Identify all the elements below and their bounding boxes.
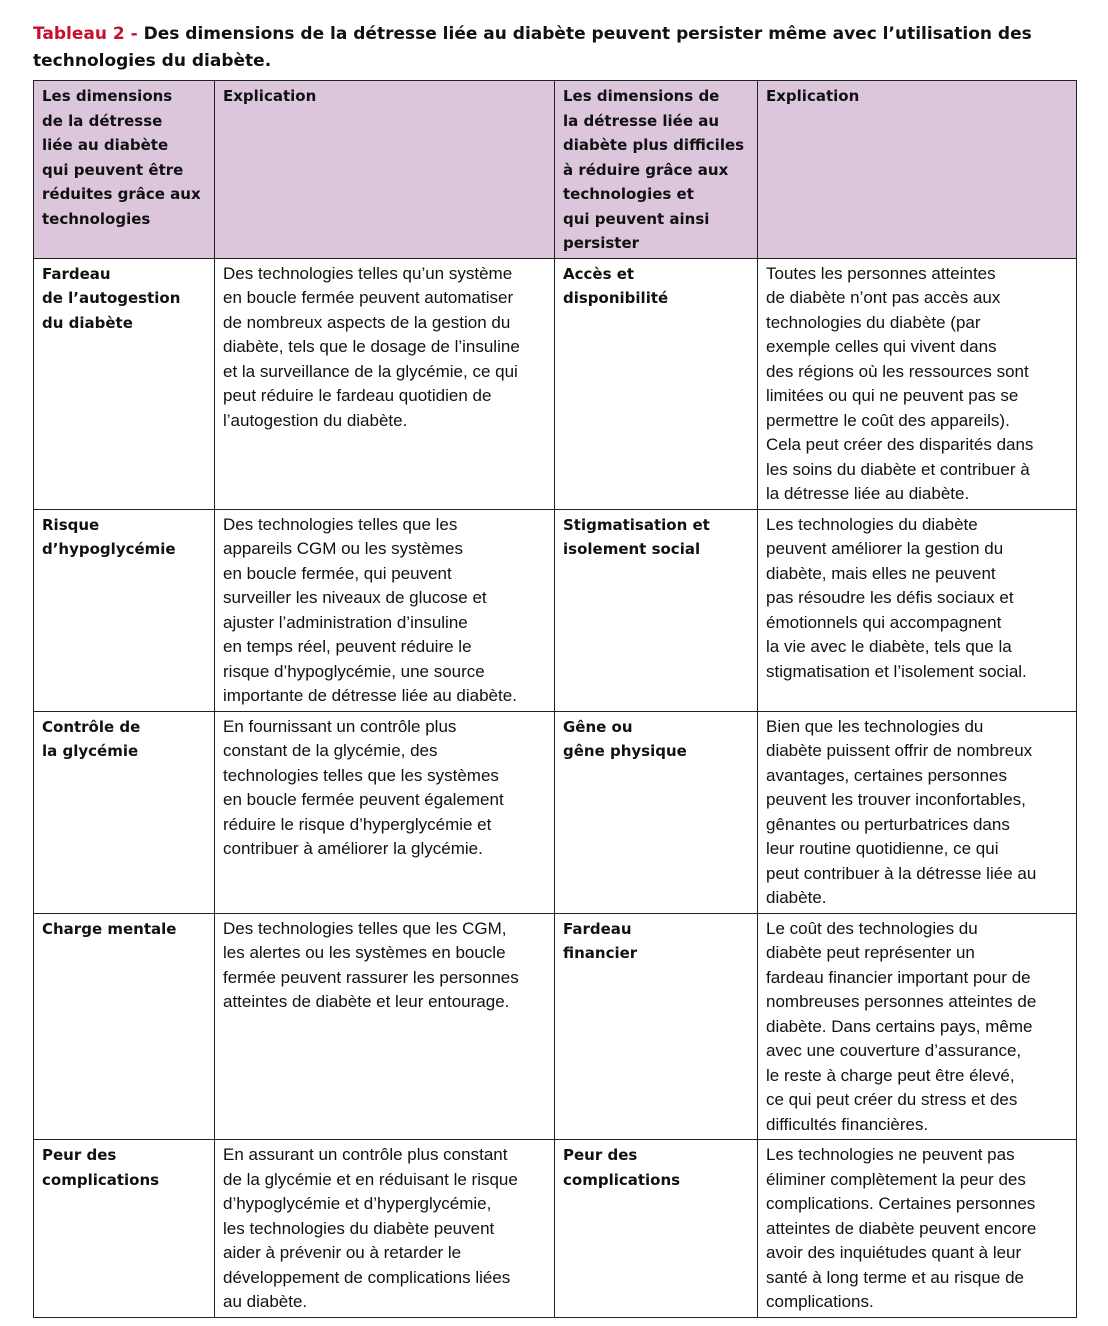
table-row <box>34 913 1077 1140</box>
header-explanation-reduced: Explication <box>215 81 555 259</box>
dimension-reduced-cell: Peur des complications <box>34 1140 215 1318</box>
explanation-reduced-cell: Des technologies telles que les CGM, les alertes ou les systèmes en boucle fermée peuvent rassurer les personnes atteintes de diabète et leur entourage. <box>215 913 555 1140</box>
header-explanation-persist: Explication <box>758 81 1077 259</box>
explanation-reduced-cell: Des technologies telles qu’un système en boucle fermée peuvent automatiser de nombreux aspects de la gestion du diabète, tels que le dosage de l’insuline et la surveillance de la glycémie, ce qui peut réduire le fardeau quotidien de l’autogestion du diabète. <box>215 258 555 509</box>
explanation-reduced-cell: En assurant un contrôle plus constant de la glycémie et en réduisant le risque d’hypoglycémie et d’hyperglycémie, les technologies du diabète peuvent aider à prévenir ou à retarder le développement de complications liées au diabète. <box>215 1140 555 1318</box>
explanation-persist-cell: Le coût des technologies du diabète peut représenter un fardeau financier important pour de nombreuses personnes atteintes de diabète. Dans certains pays, même avec une couverture d’assurance, le reste à charge peut être élevé, ce qui peut créer du stress et des difficultés financières. <box>758 913 1077 1140</box>
explanation-persist-cell: Bien que les technologies du diabète puissent offrir de nombreux avantages, certaines personnes peuvent les trouver inconfortables, gênantes ou perturbatrices dans leur routine quotidienne, ce qui peut contribuer à la détresse liée au diabète. <box>758 711 1077 913</box>
dimension-reduced-cell: Charge mentale <box>34 913 215 1140</box>
dimension-persist-cell: Fardeau financier <box>555 913 758 1140</box>
header-dimensions-reduced: Les dimensions de la détresse liée au diabète qui peuvent être réduites grâce aux technologies <box>34 81 215 259</box>
dimension-reduced-cell: Risque d’hypoglycémie <box>34 509 215 711</box>
dimension-persist-cell: Gêne ou gêne physique <box>555 711 758 913</box>
header-dimensions-persist: Les dimensions de la détresse liée au diabète plus difficiles à réduire grâce aux technologies et qui peuvent ainsi persister <box>555 81 758 259</box>
dimension-persist-cell: Accès et disponibilité <box>555 258 758 509</box>
explanation-reduced-cell: Des technologies telles que les appareils CGM ou les systèmes en boucle fermée, qui peuvent surveiller les niveaux de glucose et ajuster l’administration d’insuline en temps réel, peuvent réduire le risque d’hypoglycémie, une source importante de détresse liée au diabète. <box>215 509 555 711</box>
table-row <box>34 711 1077 913</box>
table-title <box>33 21 1078 75</box>
table-title-text: Des dimensions de la détresse liée au diabète peuvent persister même avec l’utilisation des technologies du diabète. <box>33 24 1032 71</box>
dimension-reduced-cell: Contrôle de la glycémie <box>34 711 215 913</box>
table-row <box>34 1140 1077 1318</box>
table-row <box>34 258 1077 509</box>
explanation-persist-cell: Les technologies ne peuvent pas éliminer complètement la peur des complications. Certaines personnes atteintes de diabète peuvent encore avoir des inquiétudes quant à leur santé à long terme et au risque de complications. <box>758 1140 1077 1318</box>
table-title-lead: Tableau 2 - <box>33 24 144 44</box>
table-row <box>34 509 1077 711</box>
explanation-persist-cell: Toutes les personnes atteintes de diabète n’ont pas accès aux technologies du diabète (par exemple celles qui vivent dans des régions où les ressources sont limitées ou qui ne peuvent pas se permettre le coût des appareils). Cela peut créer des disparités dans les soins du diabète et contribuer à la détresse liée au diabète. <box>758 258 1077 509</box>
dimension-reduced-cell: Fardeau de l’autogestion du diabète <box>34 258 215 509</box>
dimension-persist-cell: Stigmatisation et isolement social <box>555 509 758 711</box>
explanation-reduced-cell: En fournissant un contrôle plus constant de la glycémie, des technologies telles que les systèmes en boucle fermée peuvent également réduire le risque d’hyperglycémie et contribuer à améliorer la glycémie. <box>215 711 555 913</box>
dimension-persist-cell: Peur des complications <box>555 1140 758 1318</box>
distress-dimensions-table <box>33 80 1077 1318</box>
explanation-persist-cell: Les technologies du diabète peuvent améliorer la gestion du diabète, mais elles ne peuvent pas résoudre les défis sociaux et émotionnels qui accompagnent la vie avec le diabète, tels que la stigmatisation et l’isolement social. <box>758 509 1077 711</box>
table-header-row <box>34 81 1077 259</box>
